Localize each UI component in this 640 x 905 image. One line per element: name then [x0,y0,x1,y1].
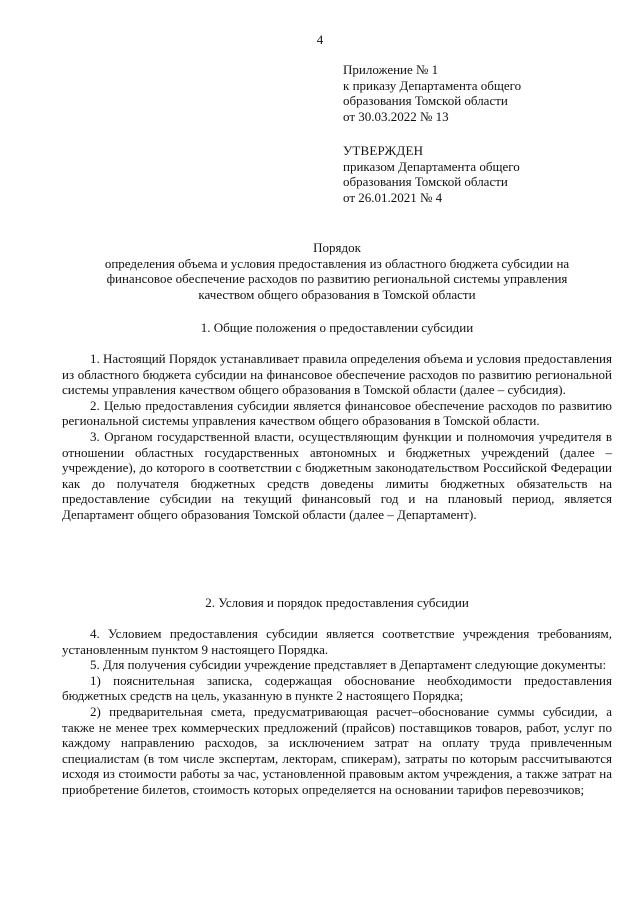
approval-line: приказом Департамента общего [343,158,520,174]
appendix-line: от 30.03.2022 № 13 [343,108,449,124]
document-title [62,240,612,302]
section-2-body [62,626,612,798]
approval-heading: УТВЕРЖДЕН [343,143,424,158]
paragraph: 4. Условием предоставления субсидии является соответствие учреждения требованиям, установленным пунктом 9 настоящего Порядка. [62,626,612,657]
paragraph: 1) пояснительная записка, содержащая обоснование необходимости предоставления бюджетных средств на цель, указанную в пункте 2 настоящего Порядка; [62,672,612,704]
appendix-line: Приложение № 1 [343,62,439,77]
section-heading: 1. Общие положения о предоставлении субсидии [200,320,474,335]
appendix-line: образования Томской области [343,93,508,109]
paragraph: 1. Настоящий Порядок устанавливает правила определения объема и условия предоставления из областного бюджета субсидии на финансовое обеспечение расходов по развитию региональной системы управления качеством общего образования в Томской области (далее – субсидия). [62,351,612,398]
page-number: 4 [316,32,324,47]
appendix-line: к приказу Департамента общего [343,77,522,93]
title-line-1: Порядок [313,240,361,255]
approval-block [343,143,623,205]
paragraph: 2) предварительная смета, предусматривающая расчет–обоснование суммы субсидии, а также не менее трех коммерческих предложений (прайсов) поставщиков товаров, работ, услуг по каждому направлению расходов, за исключением затрат на оплату труда привлеченным специалистам (в том числе экспертам, лекторам, спикерам), затраты по которым рассчитываются исходя из стоимости работы за час, установленной правовым актом учреждения, а также затрат на приобретение билетов, стоимость которых определяется на основании тарифов перевозчиков; [62,703,612,797]
title-line-2: определения объема и условия предоставления из областного бюджета субсидии на финансовое обеспечение расходов по развитию региональной системы управления качеством общего образования в Томской области [104,255,570,302]
paragraph: 2. Целью предоставления субсидии является финансовое обеспечение расходов по развитию региональной системы управления качеством общего образования в Томской области. [62,397,612,429]
approval-line: от 26.01.2021 № 4 [343,189,443,205]
section-1-body [62,351,612,523]
paragraph: 5. Для получения субсидии учреждение представляет в Департамент следующие документы: [90,657,607,673]
paragraph: 3. Органом государственной власти, осуществляющим функции и полномочия учредителя в отношении областных государственных автономных и бюджетных учреждений (далее – учреждение), до которого в соответствии с бюджетным законодательством Российской Федерации как до получателя бюджетных средств доведены лимиты бюджетных обязательств на предоставление субсидии на текущий финансовый год и на плановый период, является Департамент общего образования Томской области (далее – Департамент). [62,428,612,522]
approval-line: образования Томской области [343,174,508,190]
appendix-block [343,62,623,124]
section-heading: 2. Условия и порядок предоставления субсидии [205,595,469,610]
